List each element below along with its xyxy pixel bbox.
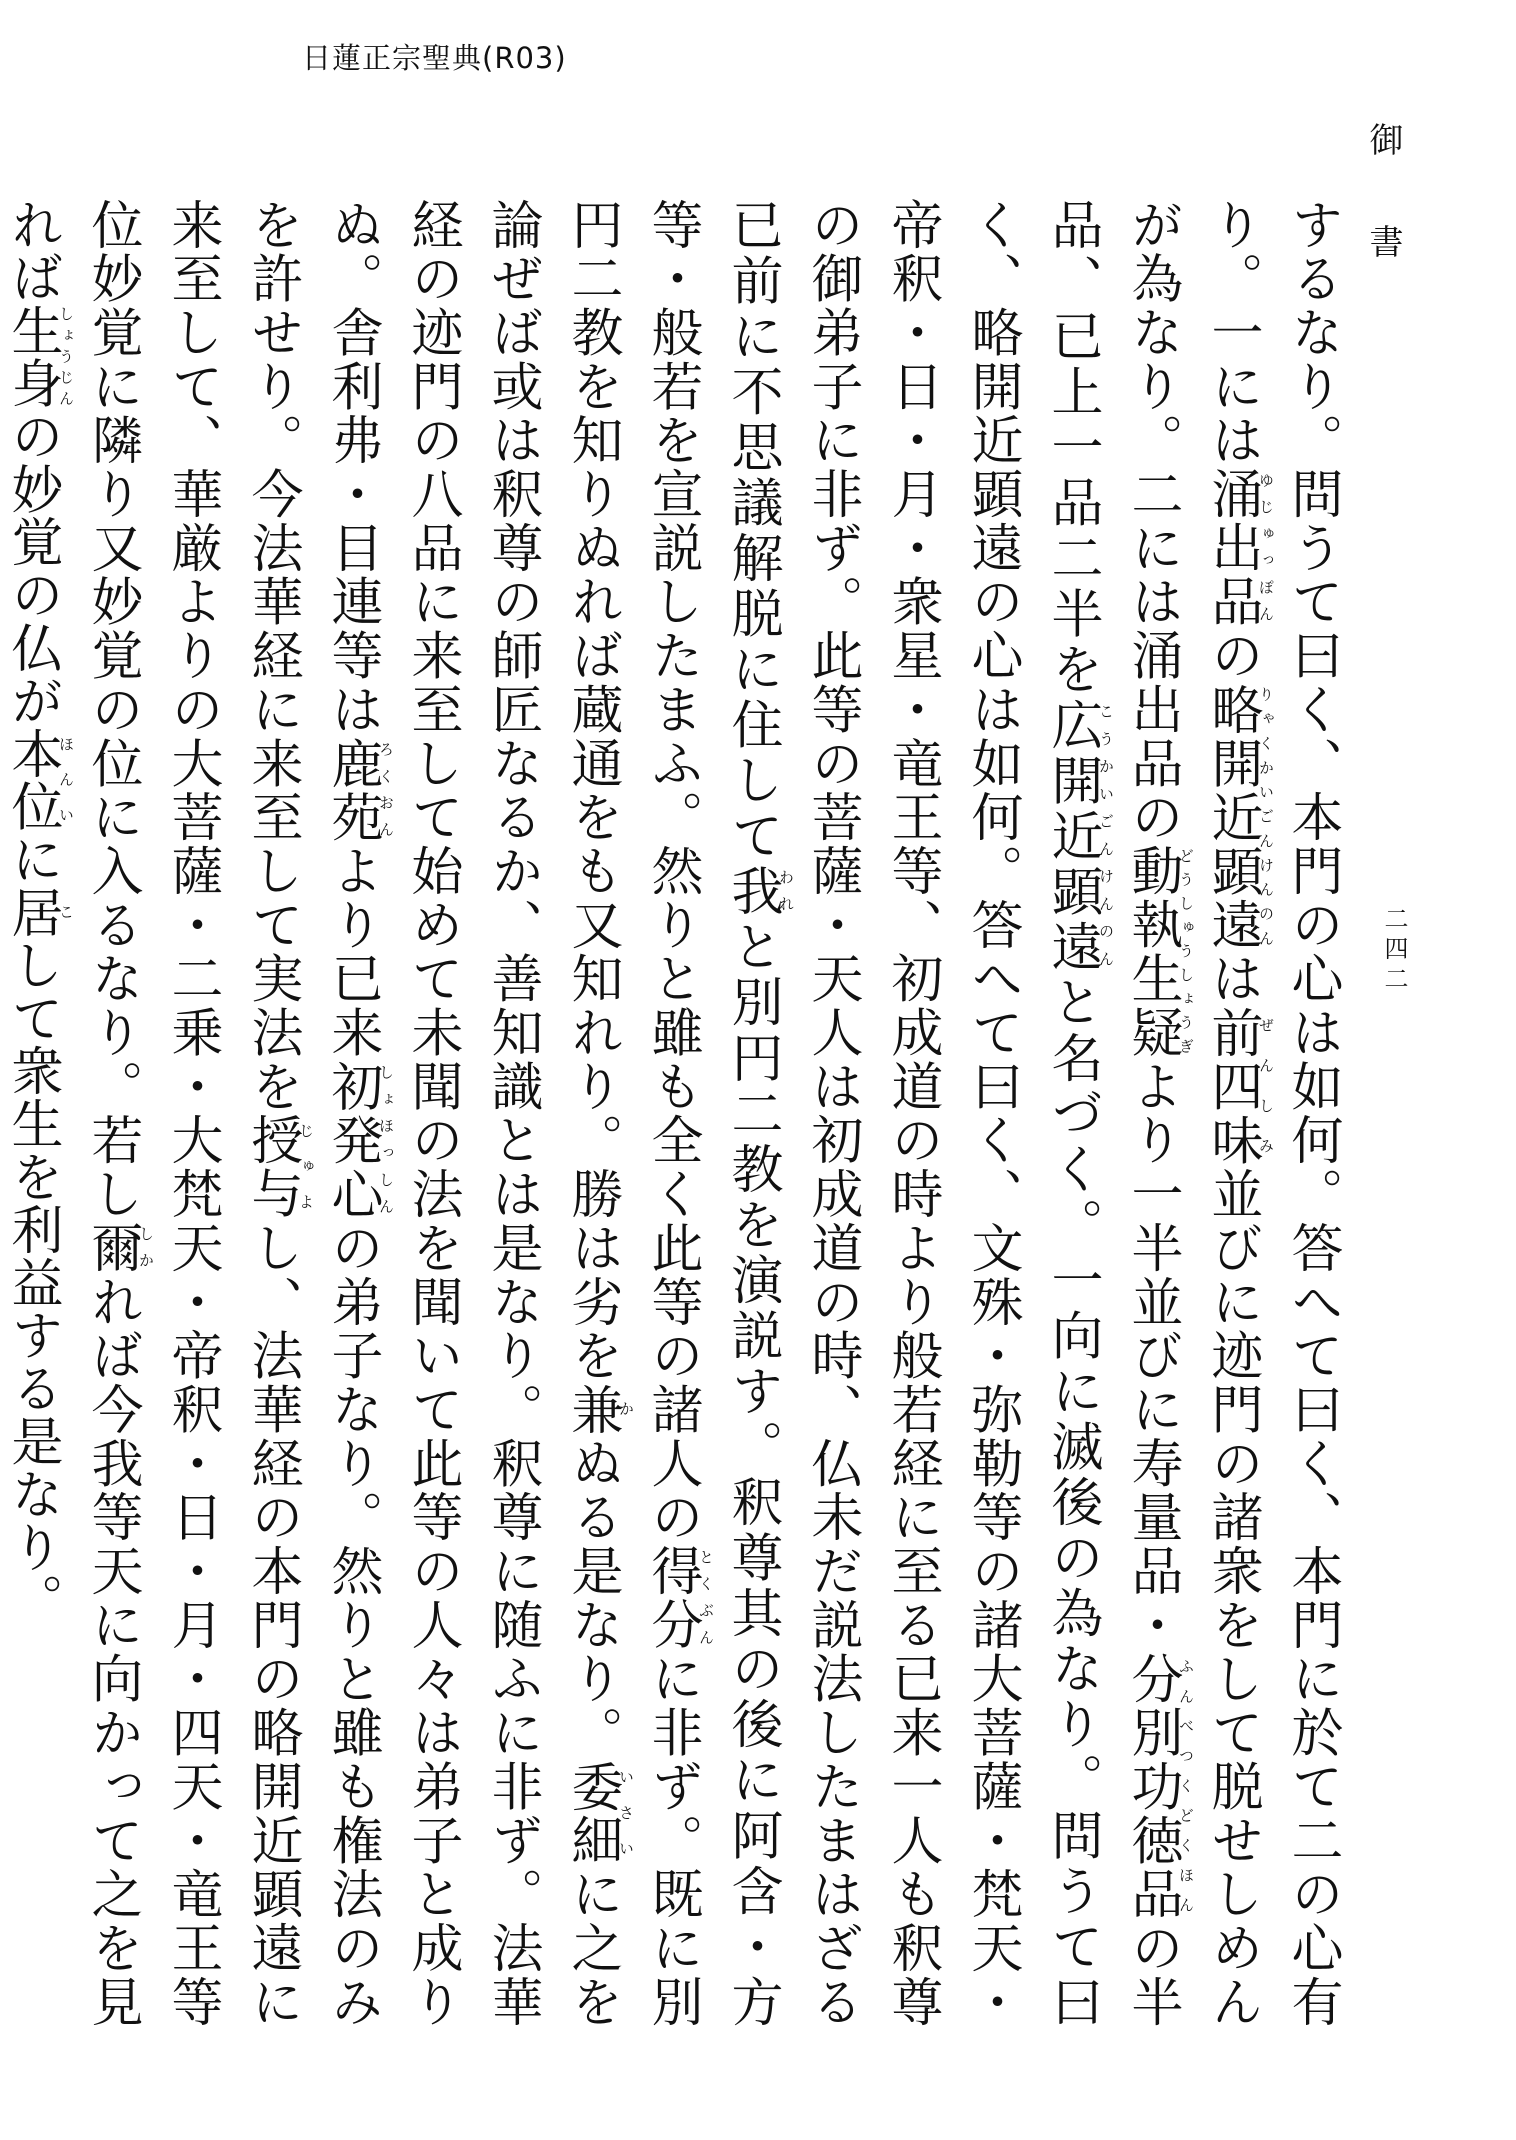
- ruby-base: 授与: [242, 1113, 302, 1222]
- ruby-reading: ゆじゅっぽん: [1257, 467, 1275, 628]
- ruby-base: 委細: [562, 1759, 622, 1868]
- ruby-term: [242, 1113, 315, 1222]
- ruby-base: 略開近顕遠: [1202, 682, 1262, 952]
- ruby-reading: とくぶん: [697, 1544, 715, 1652]
- ruby-base: 動執生疑: [1122, 844, 1182, 1060]
- text-run: に: [2, 832, 62, 886]
- ruby-reading: こ: [57, 885, 75, 939]
- text-run: 並びに迹門の諸衆をして脱せしめんが為なり。二には涌出品の: [1122, 198, 1262, 2029]
- page-number: 二四二: [1380, 906, 1408, 996]
- ruby-term: [1202, 1005, 1275, 1168]
- ruby-term: [562, 1759, 635, 1868]
- ruby-base: 鹿苑: [322, 736, 382, 845]
- ruby-base: 爾: [82, 1221, 142, 1276]
- ruby-base: 分別功徳品: [1122, 1651, 1182, 1922]
- text-run: し、法華経の本門の略開近顕遠に来至して、華厳よりの大菩薩・二乗・大梵天・帝釈・日・月・四天・竜王等位妙覚に隣り又妙覚の位に入るなり。若し: [82, 198, 302, 2028]
- ruby-reading: りゃくかいごんけんのん: [1257, 682, 1275, 951]
- text-run: ぬる是なり。: [562, 1436, 622, 1760]
- text-run: の半品、已上一品二半を: [1042, 198, 1182, 2029]
- ruby-base: 居: [2, 885, 62, 939]
- ruby-term: [722, 864, 795, 920]
- ruby-base: 本位: [2, 727, 62, 833]
- ruby-term: [1122, 844, 1195, 1060]
- ruby-term: [322, 1059, 395, 1222]
- ruby-reading: しょうじん: [57, 303, 75, 410]
- ruby-term: [322, 736, 395, 845]
- text-run: と名づく。一向に滅後の為なり。問うて曰く、略開近顕遠の心は如何。答へて曰く、文殊・弥勒等の諸大菩薩・梵天・帝釈・日・月・衆星・竜王等、初成道の時より般若経に至る已来一人も釈尊の御弟子に非ず。此等の菩薩・天人は初成道の時、仏未だ説法したまはざる已前に不思議解脱に住して: [722, 198, 1102, 2028]
- ruby-reading: しか: [137, 1221, 155, 1275]
- ruby-base: 広開近顕遠: [1042, 697, 1102, 976]
- ruby-reading: いさい: [617, 1759, 635, 1867]
- ruby-term: [1202, 682, 1275, 952]
- ruby-base: 我: [722, 864, 782, 920]
- ruby-term: [1122, 1651, 1195, 1922]
- text-run: の弟子なり。然りと雖も権法のみを許せり。今法華経に来至して実法を: [242, 198, 382, 2028]
- text-run: に之を論ぜば或は釈尊の師匠なるか、善知識とは是なり。釈尊に随ふに非ず。法華経の迹門の八品に来至して始めて未聞の法を聞いて此等の人々は弟子と成りぬ。舎利弗・目連等は: [322, 198, 622, 2028]
- ruby-term: [562, 1382, 635, 1437]
- text-run: の妙覚の仏が: [2, 409, 62, 728]
- text-run: と別円二教を演説す。釈尊其の後に阿含・方等・般若を宣説したまふ。然りと雖も全く此等の諸人の: [642, 198, 782, 2028]
- ruby-reading: こうかいごんけんのん: [1097, 697, 1115, 973]
- ruby-reading: どうしゅうしょうぎ: [1177, 844, 1195, 1059]
- ruby-term: [82, 1221, 155, 1276]
- ruby-reading: ふんべつくどくほん: [1177, 1651, 1195, 1921]
- text-run: より一半並びに寿量品・: [1122, 1059, 1182, 1652]
- ruby-term: [642, 1544, 715, 1652]
- ruby-term: [2, 885, 75, 939]
- text-run: の: [1202, 628, 1262, 683]
- ruby-base: 得分: [642, 1544, 702, 1652]
- ruby-term: [2, 727, 75, 833]
- running-head: 御書: [1363, 122, 1403, 326]
- body-text: [2, 198, 1352, 2029]
- ruby-reading: ぜんしみ: [1257, 1005, 1275, 1167]
- ruby-base: 初発心: [322, 1059, 382, 1222]
- ruby-base: 涌出品: [1202, 467, 1262, 629]
- text-run: より已来: [322, 844, 382, 1060]
- ruby-term: [1202, 467, 1275, 629]
- ruby-base: 兼: [562, 1382, 622, 1437]
- ruby-reading: われ: [777, 864, 795, 918]
- text-run: は: [1202, 951, 1262, 1006]
- ruby-reading: か: [617, 1382, 635, 1436]
- text-run: に非ず。既に別円二教を知りぬれば蔵通をも又知れり。勝は劣を: [562, 198, 702, 2028]
- ruby-base: 前四味: [1202, 1005, 1262, 1168]
- text-run: して衆生を利益する是なり。: [2, 938, 62, 1627]
- paragraph: [0, 198, 1352, 2028]
- ruby-base: 生身: [2, 303, 62, 410]
- ruby-term: [2, 303, 75, 410]
- ruby-reading: ほんい: [57, 727, 75, 833]
- ruby-term: [1042, 697, 1115, 976]
- text-run: れば今我等天に向かって之を見れば: [2, 198, 142, 2028]
- text-run: するなり。問うて曰く、本門の心は如何。答へて曰く、本門に於て二の心有り。一には: [1202, 198, 1342, 2028]
- ruby-reading: しょほっしん: [377, 1059, 395, 1221]
- ruby-reading: じゅよ: [297, 1113, 315, 1221]
- ruby-reading: ろくおん: [377, 736, 395, 844]
- document-header-title: 日蓮正宗聖典(R03): [302, 41, 567, 75]
